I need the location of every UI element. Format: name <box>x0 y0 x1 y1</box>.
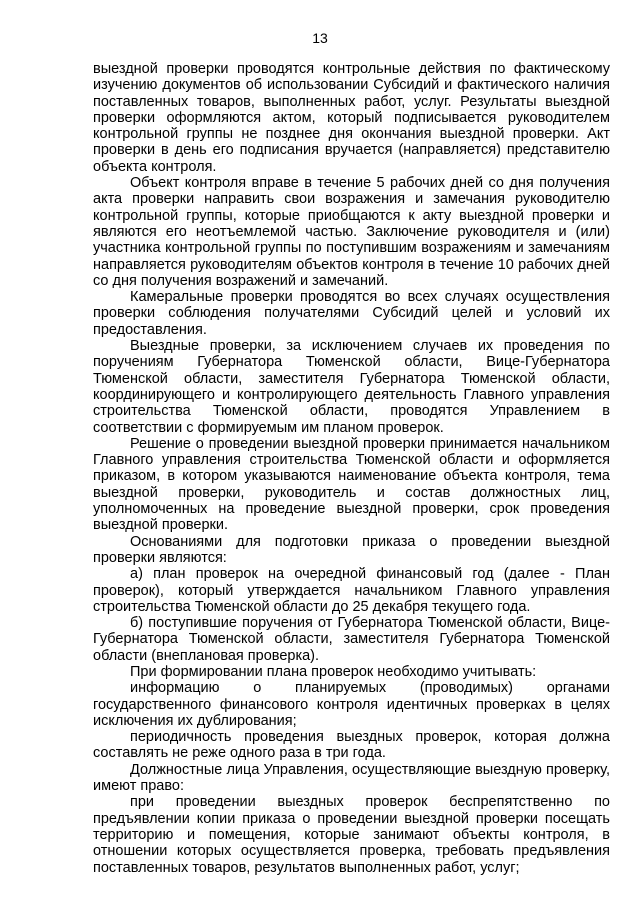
paragraph-item-b: б) поступившие поручения от Губернатора Тюменской области, Вице-Губернатора Тюменской области, заместителя Губернатора Тюменской области (внеплановая проверка). <box>93 615 610 664</box>
paragraph-audit-decision: Решение о проведении выездной проверки принимается начальником Главного управления строительства Тюменской области и оформляется приказом, в котором указываются наименование объекта контроля, тема выездной проверки, руководитель и состав должностных лиц, уполномоченных на проведение выездной проверки, срок проведения выездной проверки. <box>93 435 610 534</box>
paragraph-site-access-right: при проведении выездных проверок беспрепятственно по предъявлении копии приказа о проведении выездной проверки посещать территорию и помещения, которые занимают объекты контроля, в отношении которых осуществляется проверка, требовать предъявления поставленных товаров, результатов выполненных работ, услуг; <box>93 794 610 876</box>
paragraph-officials-rights: Должностные лица Управления, осуществляющие выездную проверку, имеют право: <box>93 761 610 795</box>
page-number: 13 <box>312 30 328 46</box>
document-body <box>93 61 610 876</box>
paragraph-field-audits: Выездные проверки, за исключением случаев их проведения по поручениям Губернатора Тюменской области, Вице-Губернатора Тюменской области, заместителя Губернатора Тюменской области, координирующего и контролирующего деятельность Главного управления строительства Тюменской области, проводятся Управлением в соответствии с формируемым им планом проверок. <box>93 338 610 436</box>
paragraph-inspection-actions: выездной проверки проводятся контрольные действия по фактическому изучению документов об использовании Субсидий и фактического наличия поставленных товаров, выполненных работ, услуг. Результаты выездной проверки оформляются актом, который подписывается руководителем контрольной группы не позднее дня окончания выездной проверки. Акт проверки в день его подписания вручается (направляется) представителю объекта контроля. <box>93 61 610 175</box>
paragraph-plan-considerations: При формировании плана проверок необходимо учитывать: <box>130 663 537 680</box>
paragraph-planned-audits-info: информацию о планируемых (проводимых) органами государственного финансового контроля идентичных проверках в целях исключения их дублирования; <box>93 680 610 729</box>
paragraph-item-a: а) план проверок на очередной финансовый год (далее - План проверок), который утверждается начальником Главного управления строительства Тюменской области до 25 декабря текущего года. <box>93 566 610 615</box>
paragraph-order-grounds: Основаниями для подготовки приказа о проведении выездной проверки являются: <box>93 533 610 566</box>
paragraph-audit-frequency: периодичность проведения выездных проверок, которая должна составлять не реже одного раза в три года. <box>93 729 610 762</box>
paragraph-objections: Объект контроля вправе в течение 5 рабочих дней со дня получения акта проверки направить свои возражения и замечания руководителю контрольной группы, которые приобщаются к акту выездной проверки и являются его неотъемлемой частью. Заключение руководителя и (или) участника контрольной группы по поступившим возражениям и замечаниям направляется руководителям объектов контроля в течение 10 рабочих дней со дня получения возражений и замечаний. <box>93 175 610 289</box>
paragraph-desk-audits: Камеральные проверки проводятся во всех случаях осуществления проверки соблюдения получателями Субсидий целей и условий их предоставления. <box>93 289 610 338</box>
